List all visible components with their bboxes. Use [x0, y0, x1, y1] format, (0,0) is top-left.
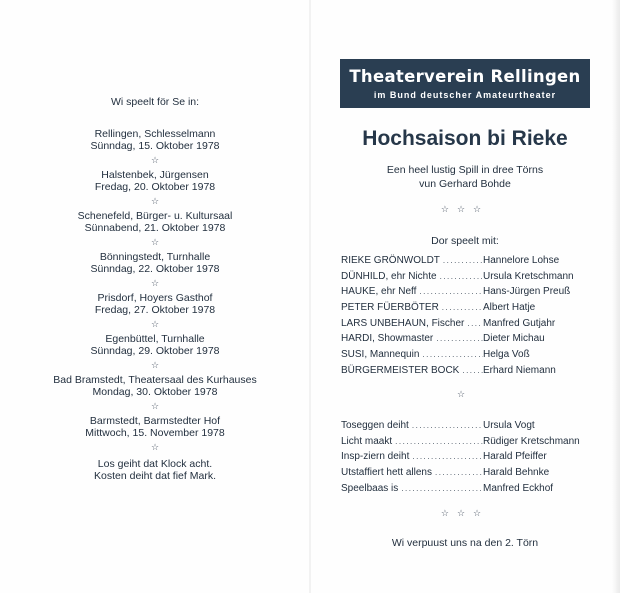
cast-role: DÜNHILD, ehr Nichte	[341, 270, 437, 282]
banner-title: Theaterverein Rellingen	[349, 67, 581, 86]
venue-date: Fredag, 20. Oktober 1978	[94, 181, 216, 193]
star-icon: ☆	[150, 195, 160, 206]
leader-dots	[433, 331, 483, 347]
star-icon: ☆	[456, 389, 474, 399]
star-icon: ☆	[440, 508, 457, 518]
play-author: vun Gerhard Bohde	[419, 178, 511, 190]
start-time-note: Los geiht dat Klock acht.	[97, 457, 213, 470]
play-genre: Een heel lustig Spill in dree Törns	[386, 164, 544, 176]
leader-dots	[419, 347, 483, 363]
cast-role: SUSI, Mannequin	[341, 349, 420, 361]
venue-entry	[40, 251, 270, 276]
leader-dots	[464, 316, 483, 332]
leader-dots	[440, 253, 483, 269]
cast-role: HARDI, Showmaster	[341, 333, 434, 345]
cast-role: HAUKE, ehr Neff	[341, 286, 417, 298]
leader-dots	[409, 418, 483, 434]
banner-subtitle: im Bund deutscher Amateurtheater	[373, 90, 557, 100]
cast-actor: Dieter Michau	[483, 333, 545, 345]
cast-row	[341, 316, 601, 332]
intermission-note: Wi verpuust uns na den 2. Törn	[391, 537, 539, 549]
star-icon: ☆	[150, 277, 160, 288]
star-divider	[335, 389, 595, 400]
stars-divider	[335, 508, 595, 519]
venue-date: Sünnabend, 21. Oktober 1978	[84, 222, 226, 234]
cast-row	[341, 347, 601, 363]
leader-dots	[416, 284, 483, 300]
leader-dots	[432, 465, 483, 481]
crew-member: Manfred Eckhof	[483, 482, 554, 494]
schedule-heading: Wi speelt för Se in:	[110, 96, 200, 108]
cast-actor: Ursula Kretschmann	[483, 270, 574, 282]
venue-place: Bad Bramstedt, Theatersaal des Kurhauses	[53, 373, 257, 386]
crew-row	[341, 449, 601, 465]
paper-edge-shadow	[612, 0, 620, 593]
crew-role: Licht maakt	[341, 435, 393, 447]
leader-dots	[392, 434, 483, 450]
venue-date: Mittwoch, 15. November 1978	[85, 427, 225, 439]
star-icon: ☆	[150, 318, 160, 329]
star-icon: ☆	[456, 204, 474, 214]
cast-actor: Albert Hatje	[483, 302, 536, 314]
venue-entry	[40, 374, 270, 399]
leader-dots	[398, 481, 483, 497]
crew-role: Speelbaas is	[341, 482, 399, 494]
cast-row	[341, 284, 601, 300]
crew-member: Harald Pfeiffer	[483, 451, 547, 463]
leader-dots	[439, 300, 483, 316]
crew-role: Utstaffiert hett allens	[341, 467, 432, 479]
venue-date: Fredag, 27. Oktober 1978	[94, 304, 216, 316]
venue-place: Prisdorf, Hoyers Gasthof	[97, 291, 213, 304]
crew-role: Insp-ziern deiht	[341, 451, 410, 463]
cast-row	[341, 331, 601, 347]
cast-role: LARS UNBEHAUN, Fischer	[341, 317, 465, 329]
crew-list	[341, 418, 601, 496]
cast-row	[341, 269, 601, 285]
cast-actor: Hans-Jürgen Preuß	[483, 286, 571, 298]
cast-actor: Hannelore Lohse	[483, 255, 560, 266]
play-title: Hochsaison bi Rieke	[362, 127, 568, 150]
cast-actor: Helga Voß	[483, 349, 530, 361]
venue-date: Sünndag, 22. Oktober 1978	[90, 263, 220, 275]
venue-entry	[40, 128, 270, 153]
star-icon: ☆	[150, 359, 160, 370]
crew-row	[341, 481, 601, 497]
venue-entry	[40, 333, 270, 358]
star-icon: ☆	[473, 508, 490, 518]
leader-dots	[459, 363, 483, 379]
star-icon: ☆	[456, 508, 474, 518]
price-note: Kosten deiht dat fief Mark.	[94, 470, 216, 482]
star-icon: ☆	[150, 236, 160, 247]
star-icon: ☆	[150, 154, 160, 165]
star-icon: ☆	[440, 204, 457, 214]
venue-place: Rellingen, Schlesselmann	[94, 127, 216, 140]
crew-role: Toseggen deiht	[341, 420, 409, 431]
venue-place: Schenefeld, Bürger- u. Kultursaal	[77, 209, 233, 222]
venue-date: Sünndag, 29. Oktober 1978	[90, 345, 220, 357]
crew-member: Harald Behnke	[483, 467, 550, 479]
leader-dots	[437, 269, 483, 285]
fold-line	[309, 0, 311, 593]
cast-actor: Erhard Niemann	[483, 364, 556, 376]
venue-place: Halstenbek, Jürgensen	[101, 168, 209, 181]
venue-place: Egenbüttel, Turnhalle	[105, 332, 205, 345]
crew-member: Ursula Vogt	[483, 420, 535, 431]
cast-row	[341, 300, 601, 316]
venue-entry	[40, 210, 270, 235]
cast-list	[341, 253, 601, 379]
leader-dots	[409, 449, 483, 465]
cast-role: RIEKE GRÖNWOLDT	[341, 255, 440, 266]
cast-actor: Manfred Gutjahr	[483, 317, 556, 329]
venue-entry	[40, 292, 270, 317]
stars-divider	[335, 204, 595, 215]
venue-entry	[40, 415, 270, 440]
star-icon: ☆	[473, 204, 490, 214]
venue-date: Sünndag, 15. Oktober 1978	[90, 140, 220, 152]
venue-schedule	[40, 96, 270, 483]
crew-member: Rüdiger Kretschmann	[483, 435, 580, 447]
play-subtitle	[335, 163, 595, 191]
crew-row	[341, 434, 601, 450]
star-icon: ☆	[150, 441, 160, 452]
venue-place: Bönningstedt, Turnhalle	[99, 250, 211, 263]
cast-row	[341, 253, 601, 269]
venue-place: Barmstedt, Barmstedter Hof	[89, 414, 221, 427]
crew-row	[341, 465, 601, 481]
crew-row	[341, 418, 601, 434]
star-icon: ☆	[150, 400, 160, 411]
cast-role: PETER FÜERBÖTER	[341, 302, 439, 314]
theater-banner	[340, 59, 590, 108]
venue-date: Mondag, 30. Oktober 1978	[92, 386, 218, 398]
cast-role: BÜRGERMEISTER BOCK	[341, 364, 460, 376]
venue-entry	[40, 169, 270, 194]
cast-heading: Dor speelt mit:	[431, 235, 499, 247]
cast-row	[341, 363, 601, 379]
